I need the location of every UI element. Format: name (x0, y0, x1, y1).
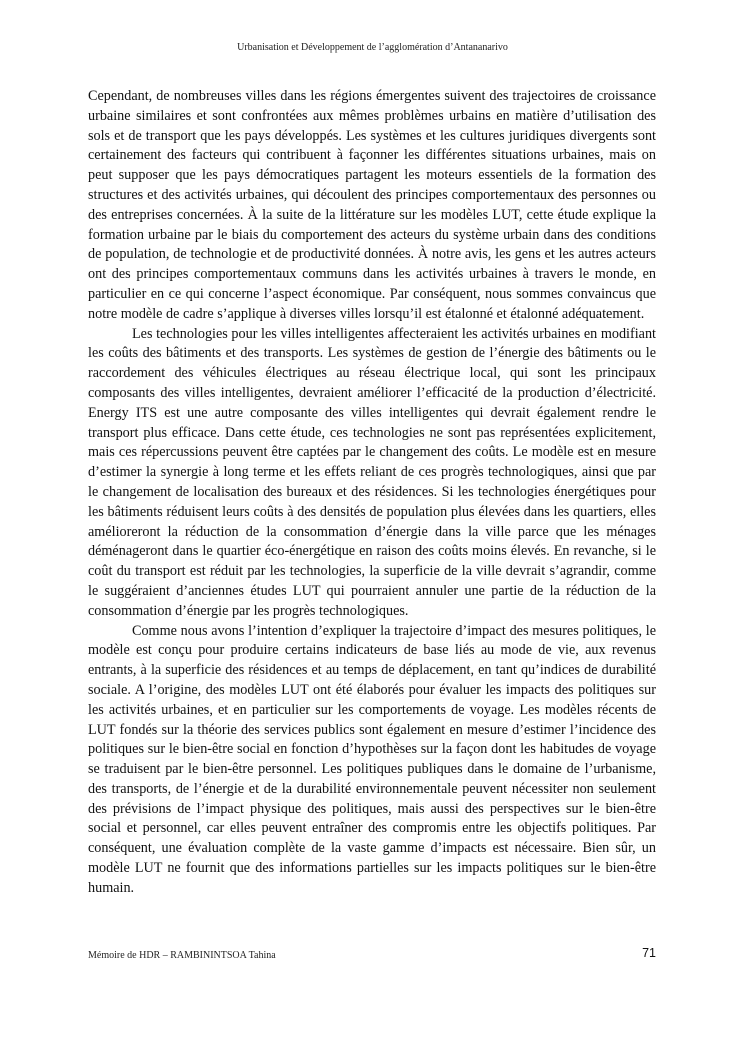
paragraph-2: Les technologies pour les villes intelligentes affecteraient les activités urbaines en modifiant les coûts des bâtiments et des transports. Les systèmes de gestion de l’énergie des bâtiments ou le raccordement des véhicules électriques au réseau électrique local, qui sont les principaux composants des villes intelligentes, devraient améliorer l’efficacité de la production d’électricité. Energy ITS est une autre composante des villes intelligentes qui devrait également rendre le transport plus efficace. Dans cette étude, ces technologies ne sont pas représentées explicitement, mais ces répercussions peuvent être captées par le changement des coûts. Le modèle est en mesure d’estimer la synergie à long terme et les effets reliant de ces progrès technologiques, ainsi que par le changement de localisation des bureaux et des résidences. Si les technologies énergétiques pour les bâtiments réduisent leurs coûts à des densités de population plus élevées dans les quartiers, elles amélioreront la réduction de la consommation d’énergie dans la ville parce que les ménages déménageront dans le quartier éco-énergétique en raison des coûts moins élevés. En revanche, si le coût du transport est réduit par les technologies, la superficie de la ville devrait s’agrandir, comme le suggéraient d’anciennes études LUT qui pourraient annuler une partie de la réduction de la consommation d’énergie par les progrès technologiques. (88, 325, 656, 619)
running-header-title: Urbanisation et Développement de l’agglomération d’Antananarivo (237, 42, 508, 53)
page-number: 71 (642, 946, 656, 960)
paragraph-3: Comme nous avons l’intention d’expliquer la trajectoire d’impact des mesures politiques, le modèle est conçu pour produire certains indicateurs de base liés au mode de vie, aux revenus entrants, à la superficie des résidences et au temps de déplacement, en tant qu’indices de durabilité sociale. A l’origine, des modèles LUT ont été élaborés pour évaluer les impacts des politiques sur les activités urbaines, et en particulier sur les comportements de voyage. Les modèles récents de LUT fondés sur la théorie des services publics sont également en mesure d’estimer l’incidence des politiques sur le bien-être social en fonction d’hypothèses sur la façon dont les habitudes de voyage se traduisent par le bien-être personnel. Les politiques publiques dans le domaine de l’urbanisme, des transports, de l’énergie et de la durabilité environnementale peuvent nécessiter non seulement des prévisions de l’impact physique des politiques, mais aussi des perspectives sur le bien-être social et personnel, car elles peuvent entraîner des compromis entre les objectifs politiques. Par conséquent, une évaluation complète de la vaste gamme d’impacts est nécessaire. Bien sûr, un modèle LUT ne fournit que des informations partielles sur les impacts politiques sur le bien-être humain. (88, 622, 656, 896)
body-text (88, 87, 656, 899)
paragraph-1: Cependant, de nombreuses villes dans les régions émergentes suivent des trajectoires de croissance urbaine similaires et sont confrontées aux mêmes problèmes urbains en matière d’utilisation des sols et de transport que les pays développés. Les systèmes et les cultures juridiques divergents sont certainement des facteurs qui contribuent à façonner les différentes situations urbaines, mais on peut supposer que les pays démocratiques partagent les moteurs essentiels de la formation des structures et des activités urbaines, qui découlent des principes comportementaux des personnes ou des entreprises concernées. À la suite de la littérature sur les modèles LUT, cette étude explique la formation urbaine par le biais du comportement des acteurs du système urbain dans des conditions de population, de technologie et de productivité données. À notre avis, les gens et les autres acteurs ont des principes comportementaux communs dans les activités urbaines à travers le monde, en particulier en ce qui concerne l’aspect économique. Par conséquent, nous sommes convaincus que notre modèle de cadre s’applique à diverses villes lorsqu’il est étalonné et étalonné adéquatement. (88, 88, 656, 322)
footer-author-line: Mémoire de HDR – RAMBININTSOA Tahina (88, 950, 276, 961)
